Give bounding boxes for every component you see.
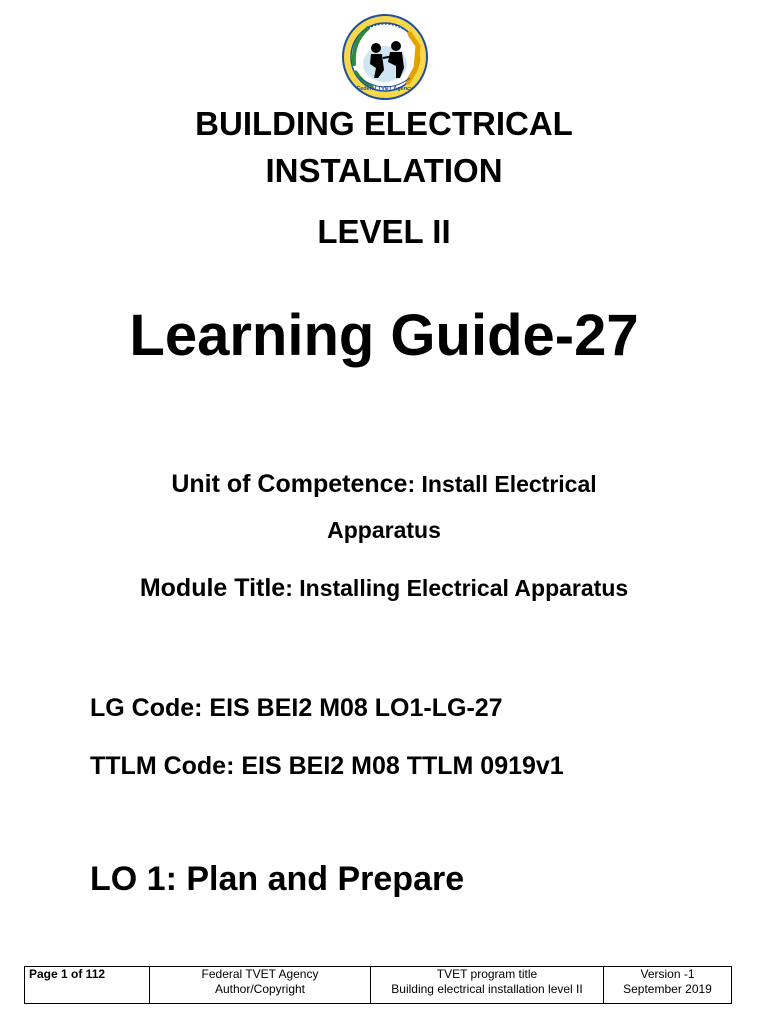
ttlm-code [90,752,564,781]
footer-page-number [25,967,150,1004]
footer-version-line1: Version -1 [640,967,695,981]
document-title-line2: INSTALLATION [265,152,503,189]
footer-agency-line2: Author/Copyright [214,982,306,996]
footer-page-text: Page 1 of 112 [29,967,106,981]
ttlm-prefix: TTLM [90,752,157,780]
module-title-label: Module Title [139,574,286,602]
footer-program-cell [371,967,604,1004]
logo-caption: Federal TVET Agency [356,86,414,92]
unit-of-competence-continued: Apparatus [327,517,441,543]
module-title [0,574,768,603]
footer-version-line2: September 2019 [623,982,712,996]
footer-agency-line1: Federal TVET Agency [201,967,319,981]
footer-program-line1: TVET program title [436,967,538,981]
level-heading: LEVEL II [317,213,451,250]
page-footer-table [24,966,732,1004]
footer-agency-cell [150,967,371,1004]
learning-guide-heading: Learning Guide-27 [129,303,639,368]
unit-of-competence-label: Unit of Competence [171,470,408,498]
document-title-line1: BUILDING ELECTRICAL [195,105,573,142]
federal-tvet-agency-logo [340,12,430,102]
lg-code: LG Code: EIS BEI2 M08 LO1-LG-27 [90,694,503,722]
unit-of-competence [0,470,768,499]
unit-of-competence-value: : Install Electrical [407,471,597,497]
footer-program-line2: Building electrical installation level II [391,982,583,996]
footer-version-cell [604,967,732,1004]
learning-outcome-heading: LO 1: Plan and Prepare [90,860,465,898]
ttlm-code-value: Code: EIS BEI2 M08 TTLM 0919v1 [156,752,564,780]
module-title-value: : Installing Electrical Apparatus [285,575,629,601]
